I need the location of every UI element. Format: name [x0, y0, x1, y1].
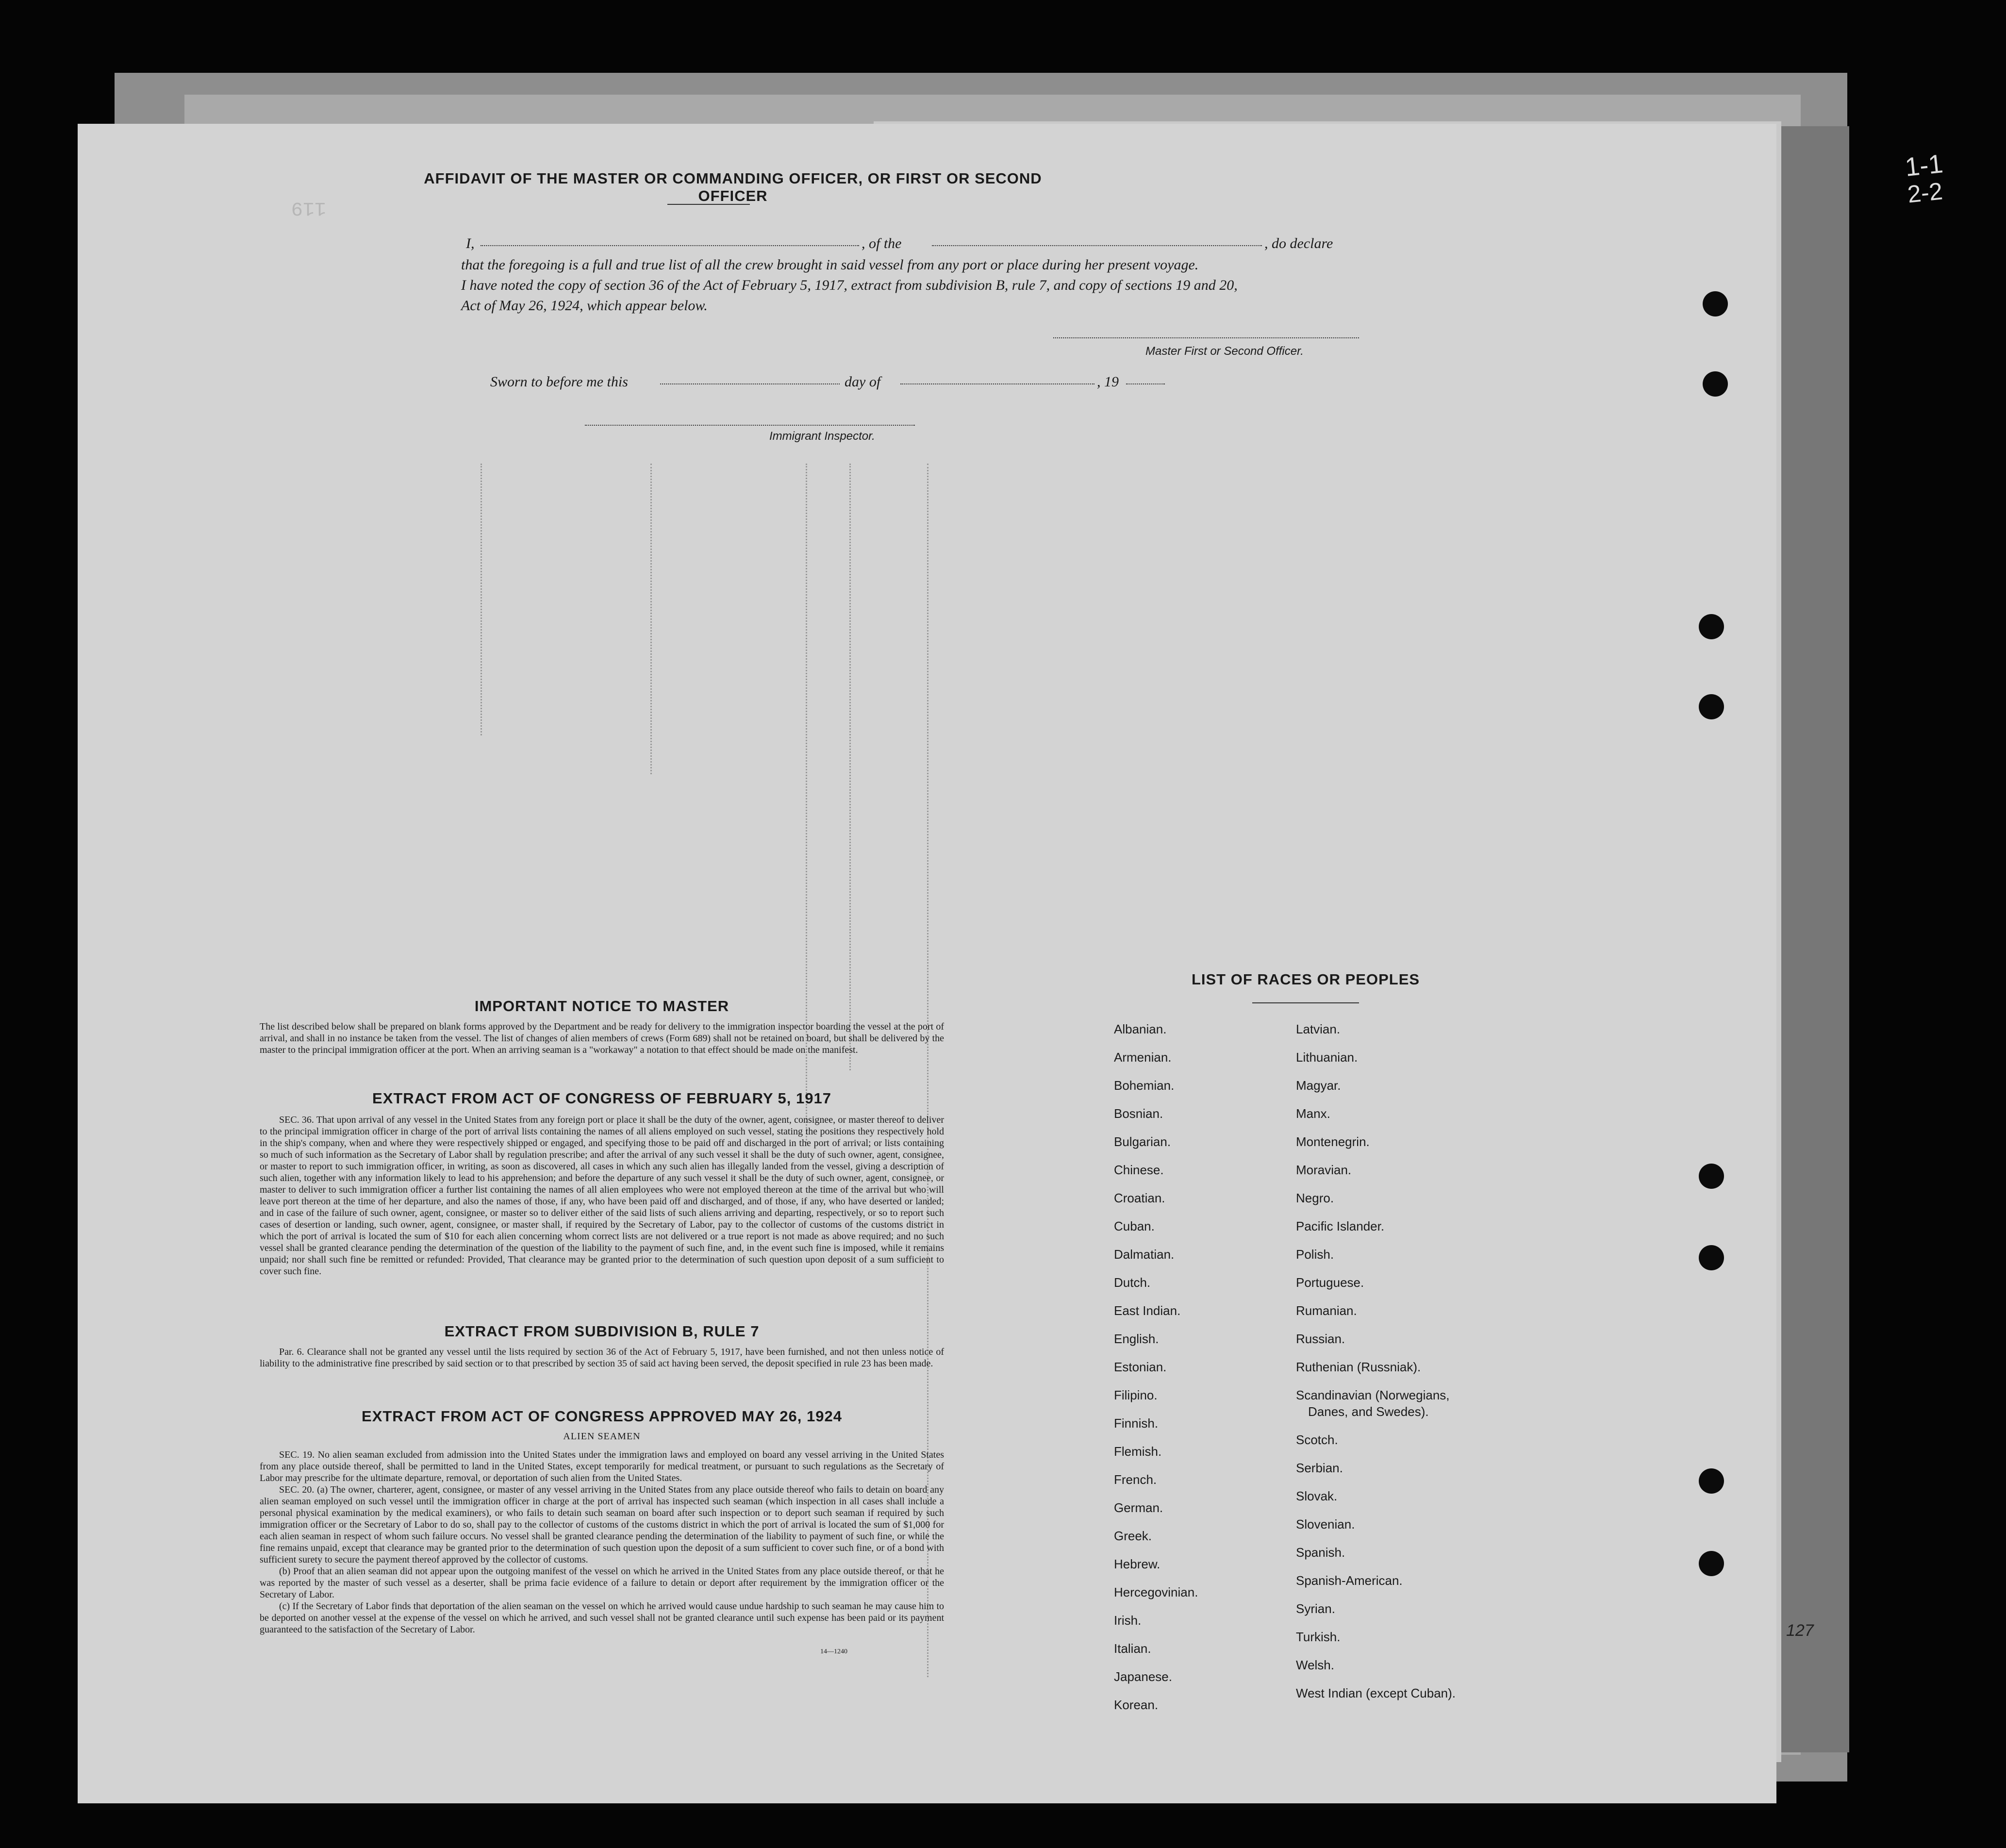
year-label: , 19	[1097, 374, 1119, 390]
race-item: German.	[1114, 1500, 1163, 1515]
notice-title: IMPORTANT NOTICE TO MASTER	[474, 998, 729, 1015]
race-item: East Indian.	[1114, 1303, 1181, 1318]
punch-hole	[1699, 614, 1724, 639]
race-item: Japanese.	[1114, 1669, 1172, 1684]
race-item: English.	[1114, 1332, 1159, 1346]
race-item: Bosnian.	[1114, 1106, 1163, 1121]
section-19: SEC. 19. No alien seaman excluded from admission into the United States under the immigration laws and employed on board any vessel arriving in the United States from any place outside thereof, shall be permitted to land in the United States, except temporarily for medical treatment, or pursuant to such regulations as the Secretary of Labor may prescribe for the ultimate departure, removal, or deportation of such alien from the United States.	[260, 1449, 944, 1483]
punch-hole	[1703, 371, 1728, 397]
i-label: I,	[466, 235, 475, 251]
race-item: West Indian (except Cuban).	[1296, 1686, 1456, 1700]
race-item: Dutch.	[1114, 1275, 1151, 1290]
margin-mark: 2-2	[1906, 177, 1944, 208]
race-item: Filipino.	[1114, 1388, 1158, 1402]
bleed-column-line	[481, 464, 482, 735]
race-item: Danes, and Swedes).	[1308, 1404, 1429, 1419]
race-item: Rumanian.	[1296, 1303, 1357, 1318]
race-item: Estonian.	[1114, 1360, 1167, 1374]
race-item: Portuguese.	[1296, 1275, 1364, 1290]
race-item: Dalmatian.	[1114, 1247, 1175, 1262]
race-item: Negro.	[1296, 1191, 1334, 1205]
inspector-signature-line[interactable]	[585, 425, 915, 426]
race-item: Albanian.	[1114, 1022, 1167, 1036]
section-20b: (b) Proof that an alien seaman did not appear upon the outgoing manifest of the vessel on which he arrived in the United States from any place outside thereof, or that he was reported by the master of such vessel as a deserter, shall be prima facie evidence of a failure to detain or deport after requirement by the immigration officer or the Secretary of Labor.	[260, 1566, 944, 1600]
race-item: Ruthenian (Russniak).	[1296, 1360, 1421, 1374]
race-item: Greek.	[1114, 1529, 1152, 1543]
race-item: Syrian.	[1296, 1601, 1335, 1616]
race-item: Spanish-American.	[1296, 1573, 1403, 1588]
race-item: Russian.	[1296, 1332, 1345, 1346]
margin-mark: 127	[1786, 1621, 1814, 1640]
extract-1917-title: EXTRACT FROM ACT OF CONGRESS OF FEBRUARY 5, 1917	[372, 1090, 831, 1107]
race-item: Slovak.	[1296, 1489, 1338, 1503]
vessel-blank[interactable]	[932, 245, 1262, 246]
page-number-bleed: 119	[291, 197, 327, 218]
extract-1924-title: EXTRACT FROM ACT OF CONGRESS APPROVED MAY 26, 1924	[362, 1408, 842, 1425]
race-item: Croatian.	[1114, 1191, 1165, 1205]
race-item: Scotch.	[1296, 1432, 1338, 1447]
race-item: Cuban.	[1114, 1219, 1155, 1233]
race-item: Moravian.	[1296, 1163, 1352, 1177]
race-item: Italian.	[1114, 1641, 1151, 1656]
race-item: Armenian.	[1114, 1050, 1172, 1065]
subdivision-b-text: Par. 6. Clearance shall not be granted any vessel until the lists required by section 36 of the Act of February 5, 1917, have been furnished, and not then unless notice of liability to the administrative fine prescribed by said section or to that prescribed by section 35 of said act having been served, the deposit specified in rule 23 has been made.	[260, 1347, 944, 1369]
race-item: Finnish.	[1114, 1416, 1159, 1431]
name-blank[interactable]	[481, 245, 859, 246]
bleed-column-line	[650, 464, 652, 774]
subdivision-b-title: EXTRACT FROM SUBDIVISION B, RULE 7	[444, 1323, 760, 1340]
race-item: Scandinavian (Norwegians,	[1296, 1388, 1450, 1402]
bleed-column-line	[849, 464, 851, 1070]
affidavit-body	[461, 255, 1383, 316]
sworn-label: Sworn to before me this	[490, 374, 628, 390]
alien-seamen-subtitle: ALIEN SEAMEN	[563, 1431, 641, 1442]
of-the-label: , of the	[862, 235, 902, 251]
race-item: Lithuanian.	[1296, 1050, 1358, 1065]
race-item: Manx.	[1296, 1106, 1330, 1121]
master-signature-line[interactable]	[1053, 337, 1359, 338]
margin-mark: 1-1	[1904, 149, 1944, 182]
race-item: Montenegrin.	[1296, 1134, 1370, 1149]
punch-hole	[1699, 1551, 1724, 1576]
section-20a: SEC. 20. (a) The owner, charterer, agent, consignee, or master of any vessel arriving in the United States from any place outside thereof who fails to detain on board any alien seaman employed on such vessel until the immigration officer in charge at the port of arrival has inspected such seaman (which inspection in all cases shall include a personal physical examination by the medical examiners), or who fails to detain such seaman on board after such inspection or to deport such seaman if required by such immigration officer or the Secretary of Labor to do so, shall pay to the collector of customs of the customs district in which the port of arrival is located the sum of $1,000 for each alien seaman in respect of whom such failure occurs. No vessel shall be granted clearance pending the determination of the liability to payment of such fine, or while the fine remains unpaid, except that clearance may be granted prior to the determination of such question upon the deposit of a sum sufficient to cover such fine, or of a bond with sufficient surety to secure the payment thereof approved by the collector of customs.	[260, 1484, 944, 1565]
race-item: Bohemian.	[1114, 1078, 1175, 1093]
race-item: Bulgarian.	[1114, 1134, 1171, 1149]
affidavit-body-line: that the foregoing is a full and true list of all the crew brought in said vessel from any port or place during her present voyage.	[461, 257, 1199, 273]
notice-text: The list described below shall be prepared on blank forms approved by the Department and be ready for delivery to the immigration inspector boarding the vessel at the port of arrival, and shall in no instance be taken from the vessel. The list of changes of alien members of crews (Form 689) shall not be retained on board, but shall be delivered by the master to the principal immigration officer at the port. When an arriving seaman is a "workaway" a notation to that effect should be made on the manifest.	[260, 1021, 944, 1055]
race-item: Latvian.	[1296, 1022, 1341, 1036]
affidavit-title: AFFIDAVIT OF THE MASTER OR COMMANDING OFFICER, OR FIRST OR SECOND OFFICER	[424, 170, 1042, 204]
race-item: Magyar.	[1296, 1078, 1341, 1093]
divider	[667, 204, 750, 205]
punch-hole	[1703, 291, 1728, 316]
punch-hole	[1699, 694, 1724, 719]
race-item: Flemish.	[1114, 1444, 1162, 1459]
divider	[1252, 1002, 1359, 1003]
race-item: Slovenian.	[1296, 1517, 1355, 1532]
race-item: Korean.	[1114, 1698, 1159, 1712]
punch-hole	[1699, 1245, 1724, 1270]
race-item: Turkish.	[1296, 1630, 1341, 1644]
race-item: Spanish.	[1296, 1545, 1345, 1560]
sworn-day-blank[interactable]	[660, 383, 840, 384]
race-item: Hebrew.	[1114, 1557, 1160, 1571]
race-item: Chinese.	[1114, 1163, 1164, 1177]
master-signature-caption: Master First or Second Officer.	[1145, 345, 1304, 358]
races-title: LIST OF RACES OR PEOPLES	[1191, 971, 1420, 988]
race-item: French.	[1114, 1472, 1157, 1487]
race-item: Polish.	[1296, 1247, 1334, 1262]
punch-hole	[1699, 1468, 1724, 1494]
form-number: 14—1240	[820, 1648, 847, 1655]
month-blank[interactable]	[900, 383, 1094, 384]
manifest-page	[78, 124, 1814, 1803]
punch-hole	[1699, 1164, 1724, 1189]
day-of-label: day of	[845, 374, 881, 390]
extract-1917-text: SEC. 36. That upon arrival of any vessel in the United States from any foreign port or place it shall be the duty of the owner, agent, consignee, or master thereof to deliver to the principal immigration officer in charge of the port of arrival lists containing the names of all aliens employed on such vessel, stating the positions they respectively hold in the ship's company, when and where they were respectively shipped or engaged, and specifying those to be paid off and discharged in the port of arrival; or lists containing so much of such information as the Secretary of Labor shall by regulation prescribe; and after the arrival of any such vessel it shall be the duty of such owner, agent, consignee, or master to report to such immigration officer, in writing, as soon as discovered, all cases in which any such alien has illegally landed from the vessel, giving a description of such alien, together with any information likely to lead to his apprehension; and before the departure of any such vessel it shall be the duty of such owner, agent, consignee, or master to deliver to such immigration officer a further list containing the names of all alien employees who were not employed thereon at the time of the arrival but who will leave port thereon at the time of her departure, and also the names of those, if any, who have been paid off and discharged, and of those, if any, who have deserted or landed; and in case of the failure of such owner, agent, consignee, or master so to deliver either of the said lists of such aliens arriving and departing, respectively, or so to report such cases of desertion or landing, such owner, agent, consignee, or master shall, if required by the Secretary of Labor, pay to the collector of customs of the customs district in which the port of arrival is located the sum of $10 for each alien concerning whom correct lists are not delivered or a true report is not made as above required; and no such vessel shall be granted clearance pending the determination of the question of the liability to the payment of such fine, and, in the event such fine is imposed, while it remains unpaid; nor shall such fine be remitted or refunded: Provided, That clearance may be granted prior to the determination of such question upon deposit of a sum sufficient to cover such fine.	[260, 1115, 944, 1277]
race-item: Pacific Islander.	[1296, 1219, 1385, 1233]
affidavit-body-line: Act of May 26, 1924, which appear below.	[461, 298, 708, 314]
race-item: Welsh.	[1296, 1658, 1334, 1672]
sheet-edge	[1776, 126, 1849, 1752]
year-blank[interactable]	[1126, 383, 1165, 384]
race-item: Serbian.	[1296, 1461, 1343, 1475]
extract-1924-text	[260, 1449, 944, 1635]
section-20c: (c) If the Secretary of Labor finds that deportation of the alien seaman on the vessel on which he arrived would cause undue hardship to such seaman he may cause him to be deported on another vessel at the expense of the vessel on which he arrived, and such vessel shall not be granted clearance until such expense has been paid or its payment guaranteed to the satisfaction of the Secretary of Labor.	[260, 1601, 944, 1635]
race-item: Irish.	[1114, 1613, 1142, 1628]
do-declare-label: , do declare	[1264, 235, 1333, 251]
affidavit-body-line: I have noted the copy of section 36 of the Act of February 5, 1917, extract from subdivision B, rule 7, and copy of sections 19 and 20,	[461, 277, 1238, 293]
race-item: Hercegovinian.	[1114, 1585, 1198, 1599]
inspector-caption: Immigrant Inspector.	[769, 430, 875, 443]
